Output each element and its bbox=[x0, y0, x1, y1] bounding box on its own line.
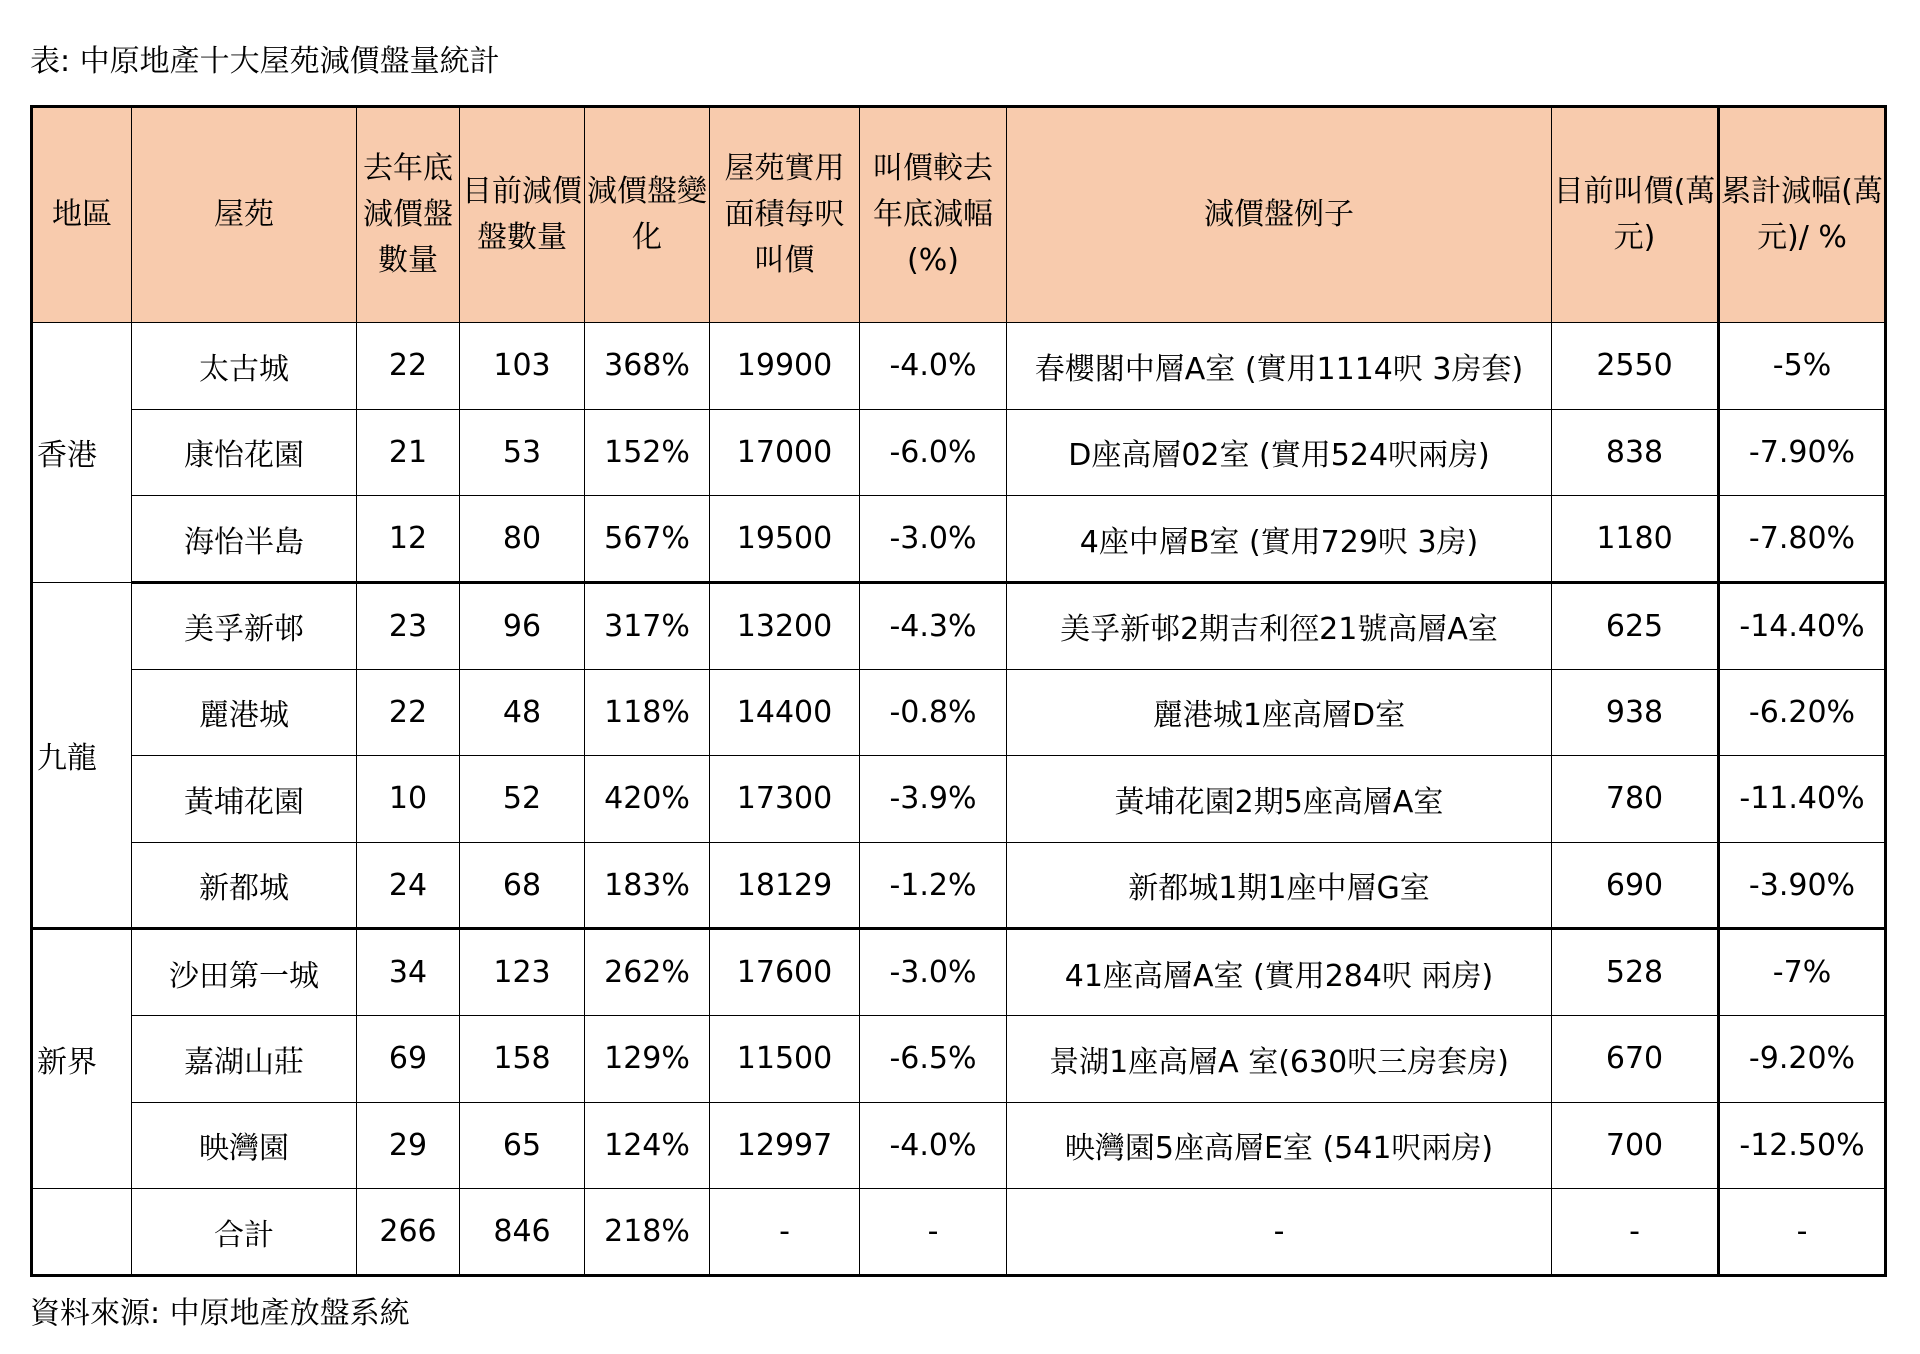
table-row bbox=[32, 1102, 1886, 1189]
change-cell: 129% bbox=[585, 1016, 710, 1103]
current-cell: 96 bbox=[460, 582, 585, 669]
price-cell: 625 bbox=[1552, 582, 1719, 669]
last-year-cell: 23 bbox=[357, 582, 460, 669]
example-cell: 春櫻閣中層A室 (實用1114呎 3房套) bbox=[1007, 323, 1552, 410]
table-row bbox=[32, 323, 1886, 410]
example-cell: 黃埔花園2期5座高層A室 bbox=[1007, 756, 1552, 843]
table-row bbox=[32, 842, 1886, 929]
last-year-cell: 29 bbox=[357, 1102, 460, 1189]
drop-cell: -0.8% bbox=[860, 669, 1007, 756]
change-cell: 368% bbox=[585, 323, 710, 410]
example-cell: 41座高層A室 (實用284呎 兩房) bbox=[1007, 929, 1552, 1016]
table-row bbox=[32, 582, 1886, 669]
drop-cell: -4.0% bbox=[860, 323, 1007, 410]
example-cell: 新都城1期1座中層G室 bbox=[1007, 842, 1552, 929]
price-cell: 1180 bbox=[1552, 496, 1719, 583]
cumulative-cell: -9.20% bbox=[1719, 1016, 1886, 1103]
price-cell: 838 bbox=[1552, 409, 1719, 496]
example-cell: 4座中層B室 (實用729呎 3房) bbox=[1007, 496, 1552, 583]
header-estate: 屋苑 bbox=[132, 107, 357, 323]
header-price: 目前叫價(萬元) bbox=[1552, 107, 1719, 323]
table-row bbox=[32, 669, 1886, 756]
price-cell: 700 bbox=[1552, 1102, 1719, 1189]
change-cell: 420% bbox=[585, 756, 710, 843]
estate-cell: 海怡半島 bbox=[132, 496, 357, 583]
total-drop: - bbox=[860, 1189, 1007, 1276]
total-psf: - bbox=[710, 1189, 860, 1276]
region-cell: 九龍 bbox=[32, 582, 132, 929]
cumulative-cell: -5% bbox=[1719, 323, 1886, 410]
current-cell: 80 bbox=[460, 496, 585, 583]
last-year-cell: 24 bbox=[357, 842, 460, 929]
total-blank-cell bbox=[32, 1189, 132, 1276]
header-row bbox=[32, 107, 1886, 323]
psf-cell: 17300 bbox=[710, 756, 860, 843]
last-year-cell: 21 bbox=[357, 409, 460, 496]
cumulative-cell: -3.90% bbox=[1719, 842, 1886, 929]
psf-cell: 17000 bbox=[710, 409, 860, 496]
price-cut-table bbox=[30, 105, 1887, 1277]
table-row bbox=[32, 929, 1886, 1016]
psf-cell: 19500 bbox=[710, 496, 860, 583]
cumulative-cell: -7% bbox=[1719, 929, 1886, 1016]
psf-cell: 18129 bbox=[710, 842, 860, 929]
total-example: - bbox=[1007, 1189, 1552, 1276]
header-last-year: 去年底減價盤數量 bbox=[357, 107, 460, 323]
change-cell: 262% bbox=[585, 929, 710, 1016]
price-cell: 938 bbox=[1552, 669, 1719, 756]
cumulative-cell: -12.50% bbox=[1719, 1102, 1886, 1189]
change-cell: 118% bbox=[585, 669, 710, 756]
total-cumulative: - bbox=[1719, 1189, 1886, 1276]
change-cell: 317% bbox=[585, 582, 710, 669]
estate-cell: 康怡花園 bbox=[132, 409, 357, 496]
header-drop-pct: 叫價較去年底減幅(%) bbox=[860, 107, 1007, 323]
estate-cell: 太古城 bbox=[132, 323, 357, 410]
cumulative-cell: -7.90% bbox=[1719, 409, 1886, 496]
last-year-cell: 10 bbox=[357, 756, 460, 843]
current-cell: 53 bbox=[460, 409, 585, 496]
estate-cell: 沙田第一城 bbox=[132, 929, 357, 1016]
example-cell: 美孚新邨2期吉利徑21號高層A室 bbox=[1007, 582, 1552, 669]
cumulative-cell: -11.40% bbox=[1719, 756, 1886, 843]
price-cell: 2550 bbox=[1552, 323, 1719, 410]
current-cell: 103 bbox=[460, 323, 585, 410]
last-year-cell: 12 bbox=[357, 496, 460, 583]
estate-cell: 嘉湖山莊 bbox=[132, 1016, 357, 1103]
example-cell: 映灣園5座高層E室 (541呎兩房) bbox=[1007, 1102, 1552, 1189]
table-row bbox=[32, 1016, 1886, 1103]
header-change: 減價盤變化 bbox=[585, 107, 710, 323]
drop-cell: -1.2% bbox=[860, 842, 1007, 929]
change-cell: 567% bbox=[585, 496, 710, 583]
header-example: 減價盤例子 bbox=[1007, 107, 1552, 323]
region-cell: 新界 bbox=[32, 929, 132, 1189]
drop-cell: -3.0% bbox=[860, 496, 1007, 583]
drop-cell: -6.5% bbox=[860, 1016, 1007, 1103]
header-region: 地區 bbox=[32, 107, 132, 323]
header-psf: 屋苑實用面積每呎叫價 bbox=[710, 107, 860, 323]
table-title: 表: 中原地產十大屋苑減價盤量統計 bbox=[30, 44, 500, 79]
total-last-year: 266 bbox=[357, 1189, 460, 1276]
total-change: 218% bbox=[585, 1189, 710, 1276]
example-cell: 麗港城1座高層D室 bbox=[1007, 669, 1552, 756]
total-label: 合計 bbox=[132, 1189, 357, 1276]
last-year-cell: 22 bbox=[357, 323, 460, 410]
price-cell: 690 bbox=[1552, 842, 1719, 929]
total-row bbox=[32, 1189, 1886, 1276]
current-cell: 68 bbox=[460, 842, 585, 929]
total-current: 846 bbox=[460, 1189, 585, 1276]
estate-cell: 新都城 bbox=[132, 842, 357, 929]
last-year-cell: 34 bbox=[357, 929, 460, 1016]
header-cumulative: 累計減幅(萬元)/ % bbox=[1719, 107, 1886, 323]
region-cell: 香港 bbox=[32, 323, 132, 583]
current-cell: 48 bbox=[460, 669, 585, 756]
psf-cell: 19900 bbox=[710, 323, 860, 410]
psf-cell: 11500 bbox=[710, 1016, 860, 1103]
psf-cell: 12997 bbox=[710, 1102, 860, 1189]
estate-cell: 黃埔花園 bbox=[132, 756, 357, 843]
drop-cell: -4.0% bbox=[860, 1102, 1007, 1189]
price-cell: 670 bbox=[1552, 1016, 1719, 1103]
table-row bbox=[32, 409, 1886, 496]
psf-cell: 13200 bbox=[710, 582, 860, 669]
psf-cell: 17600 bbox=[710, 929, 860, 1016]
drop-cell: -3.9% bbox=[860, 756, 1007, 843]
drop-cell: -6.0% bbox=[860, 409, 1007, 496]
source-note: 資料來源: 中原地產放盤系統 bbox=[30, 1296, 410, 1331]
estate-cell: 映灣園 bbox=[132, 1102, 357, 1189]
drop-cell: -4.3% bbox=[860, 582, 1007, 669]
price-cell: 528 bbox=[1552, 929, 1719, 1016]
current-cell: 65 bbox=[460, 1102, 585, 1189]
header-current: 目前減價盤數量 bbox=[460, 107, 585, 323]
table-row bbox=[32, 756, 1886, 843]
example-cell: 景湖1座高層A 室(630呎三房套房) bbox=[1007, 1016, 1552, 1103]
change-cell: 183% bbox=[585, 842, 710, 929]
current-cell: 158 bbox=[460, 1016, 585, 1103]
cumulative-cell: -7.80% bbox=[1719, 496, 1886, 583]
estate-cell: 美孚新邨 bbox=[132, 582, 357, 669]
table-row bbox=[32, 496, 1886, 583]
drop-cell: -3.0% bbox=[860, 929, 1007, 1016]
current-cell: 52 bbox=[460, 756, 585, 843]
total-price: - bbox=[1552, 1189, 1719, 1276]
change-cell: 124% bbox=[585, 1102, 710, 1189]
estate-cell: 麗港城 bbox=[132, 669, 357, 756]
cumulative-cell: -6.20% bbox=[1719, 669, 1886, 756]
current-cell: 123 bbox=[460, 929, 585, 1016]
example-cell: D座高層02室 (實用524呎兩房) bbox=[1007, 409, 1552, 496]
price-cell: 780 bbox=[1552, 756, 1719, 843]
change-cell: 152% bbox=[585, 409, 710, 496]
last-year-cell: 69 bbox=[357, 1016, 460, 1103]
last-year-cell: 22 bbox=[357, 669, 460, 756]
psf-cell: 14400 bbox=[710, 669, 860, 756]
cumulative-cell: -14.40% bbox=[1719, 582, 1886, 669]
